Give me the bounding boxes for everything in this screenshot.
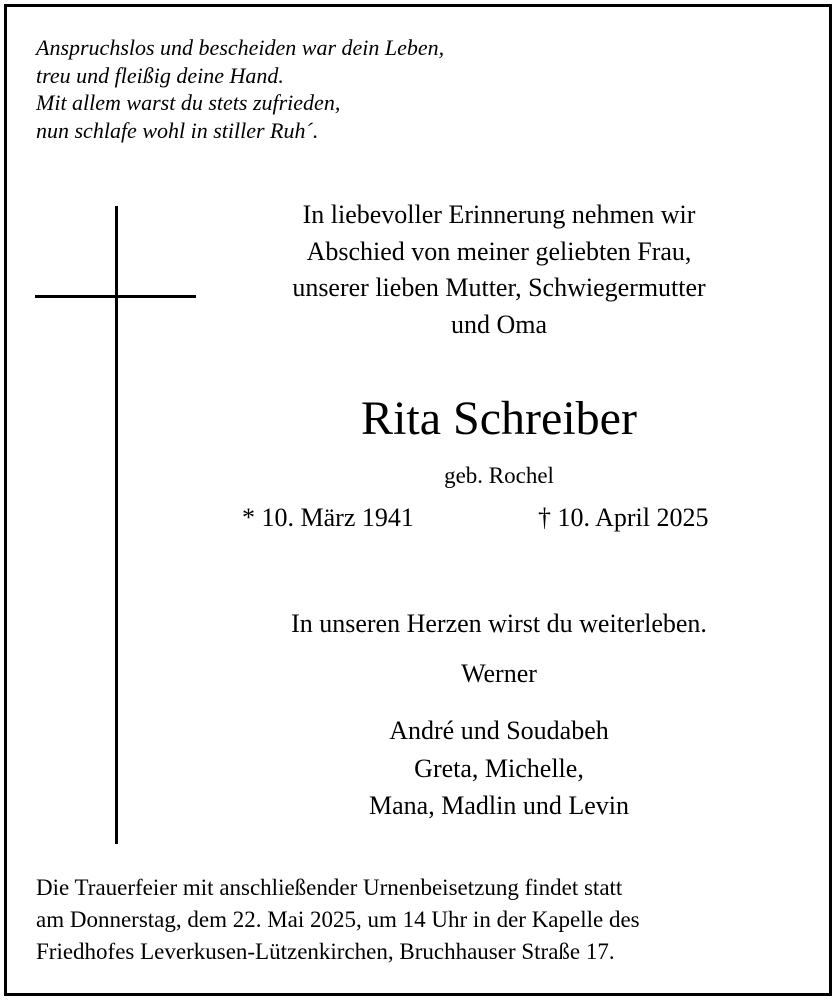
- intro-text: [200, 197, 798, 343]
- funeral-info-line: Friedhofes Leverkusen-Lützenkirchen, Bruchhauser Straße 17.: [36, 939, 615, 964]
- intro-line: und Oma: [450, 309, 548, 339]
- poem: [36, 34, 444, 144]
- family-line: Greta, Michelle,: [414, 753, 584, 783]
- deceased-name: Rita Schreiber: [361, 392, 637, 445]
- intro-line: unserer lieben Mutter, Schwiegermutter: [292, 273, 706, 302]
- poem-line: nun schlafe wohl in stiller Ruh´.: [36, 117, 319, 143]
- family-line: Mana, Madlin und Levin: [369, 791, 629, 820]
- funeral-info-line: Die Trauerfeier mit anschließender Urnenbeisetzung findet statt: [36, 875, 623, 900]
- poem-line: Mit allem warst du stets zufrieden,: [36, 90, 341, 115]
- cross-icon-horizontal-bar: [35, 295, 196, 298]
- poem-line: Anspruchslos und bescheiden war dein Leben,: [36, 35, 445, 60]
- mourner-spouse: Werner: [461, 659, 537, 688]
- cross-icon-vertical-bar: [115, 206, 118, 844]
- mourner-family: [200, 712, 798, 825]
- death-date: † 10. April 2025: [538, 503, 709, 532]
- birth-date: * 10. März 1941: [242, 503, 414, 532]
- intro-line: Abschied von meiner geliebten Frau,: [306, 236, 692, 266]
- motto: In unseren Herzen wirst du weiterleben.: [291, 609, 707, 638]
- family-line: André und Soudabeh: [389, 716, 609, 745]
- intro-line: In liebevoller Erinnerung nehmen wir: [302, 200, 696, 229]
- poem-line: treu und fleißig deine Hand.: [36, 62, 284, 88]
- funeral-info: [36, 872, 640, 968]
- maiden-name: geb. Rochel: [444, 463, 554, 488]
- funeral-info-line: am Donnerstag, dem 22. Mai 2025, um 14 Uhr in der Kapelle des: [36, 907, 640, 932]
